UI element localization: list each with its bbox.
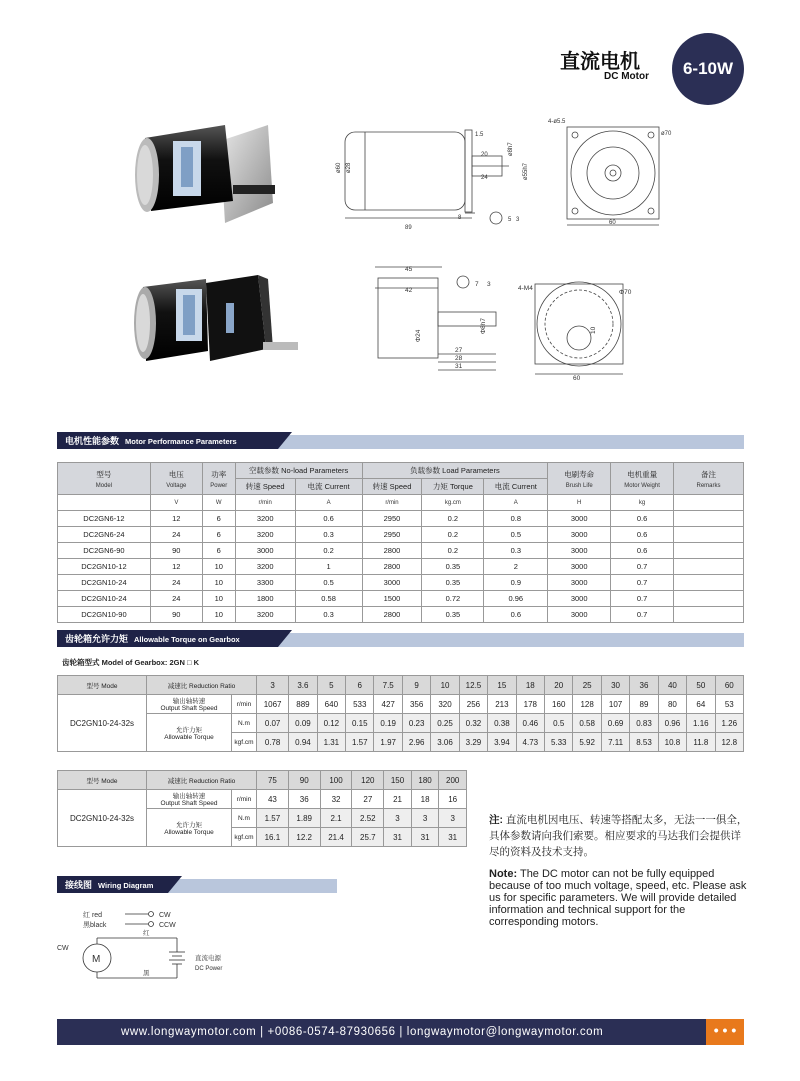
footer-contact: www.longwaymotor.com | +0086-0574-87930656 | longwaymotor@longwaymotor.com <box>121 1026 604 1038</box>
section-title-en: Motor Performance Parameters <box>125 437 237 446</box>
section-title-cn: 接线图 <box>65 880 93 890</box>
table-row: DC2GN10-24 24 10 3300 0.5 3000 0.35 0.9 3000 0.7 <box>58 575 744 591</box>
dc-motor-end-drawing <box>545 115 680 230</box>
svg-text:ø28: ø28 <box>346 162 352 173</box>
svg-text:ø70: ø70 <box>661 131 672 137</box>
svg-text:4-ø5.5: 4-ø5.5 <box>548 119 566 125</box>
svg-text:31: 31 <box>455 363 463 370</box>
table-row: DC2GN6-90 90 6 3000 0.2 2800 0.2 0.3 3000 0.6 <box>58 543 744 559</box>
table-row: DC2GN6-24 24 6 3200 0.3 2950 0.2 0.5 3000 0.6 <box>58 527 744 543</box>
table-row: DC2GN10-90 90 10 3200 0.3 2800 0.35 0.6 3000 0.7 <box>58 607 744 623</box>
svg-text:42: 42 <box>405 287 413 294</box>
svg-text:28: 28 <box>455 355 463 362</box>
header-brush-life: 电刷寿命 Brush Life <box>548 463 611 495</box>
note-english: Note: The DC motor can not be fully equipped because of too much voltage, speed, etc. Please ask us for specific parameters. We will provide detailed information and technical support for the corresponding motors. <box>489 868 747 928</box>
svg-text:Φ8h7: Φ8h7 <box>480 317 487 334</box>
svg-text:CCW: CCW <box>159 922 176 929</box>
header-load: 负载参数 Load Parameters <box>362 463 548 479</box>
svg-text:60: 60 <box>609 220 616 226</box>
gear-key-section-drawing <box>455 272 505 294</box>
svg-text:10: 10 <box>590 326 597 334</box>
svg-text:红 red: 红 red <box>83 912 103 919</box>
svg-text:4-M4: 4-M4 <box>518 285 533 292</box>
svg-text:直流电源: 直流电源 <box>195 955 221 962</box>
footer-dots: • • • <box>706 1019 744 1045</box>
key-section-drawing <box>488 205 528 230</box>
svg-text:DC Power: DC Power <box>195 966 223 972</box>
section-title-en: Wiring Diagram <box>98 881 154 890</box>
header-power: 功率 Power <box>202 463 235 495</box>
svg-text:Φ24: Φ24 <box>415 329 422 342</box>
motor-performance-table: 型号 Model 电压 Voltage 功率 Power 空载参数 No-load Parameters 负载参数 Load Parameters 电刷寿命 Brush Life 电机重量 Motor Weight 备注 Remarks 转速 Speed 电流 Current 转速 Speed 力矩 Torque 电流 Current V W r/min A r/min kg.cm A H kg DC2GN6-12 12 6 3200 0.6 2950 0.2 0.8 3000 0.6 DC2GN6-24 24 6 3200 0.3 2950 0.2 0.5 3000 0.6 DC2GN6-90 90 6 3000 0.2 2800 0.2 0.3 3000 0.6 DC2GN10-12 12 10 3200 1 2800 0.35 2 3000 0.7 DC2GN10-24 24 10 3300 0.5 3000 0.35 0.9 3000 0.7 DC2GN10-24 24 10 1800 0.58 1500 0.72 0.96 3000 0.7 DC2GN10-90 90 10 3200 0.3 2800 0.35 0.6 3000 0.7 <box>57 462 744 623</box>
torque-table-2: 型号 Mode 减速比 Reduction Ratio 75 90 100 120 150 180 200 DC2GN10-24-32s 输出轴转速 Output Shaft Speed r/min 43 36 32 27 21 18 16 允许力矩 Allowable Torque N.m 1.57 1.89 2.1 2.52 3 3 3 kgf.cm 16.1 12.2 21.4 25.7 31 31 31 <box>57 770 467 847</box>
footer-bar <box>57 1019 744 1045</box>
page-title-en: DC Motor <box>604 71 649 82</box>
svg-text:8: 8 <box>458 215 462 221</box>
allowable-torque-section-bar <box>57 630 744 647</box>
svg-text:60: 60 <box>573 375 581 382</box>
svg-text:CW: CW <box>159 912 171 919</box>
svg-text:ø55h7: ø55h7 <box>523 162 529 180</box>
svg-text:3: 3 <box>487 281 491 288</box>
section-title-en: Allowable Torque on Gearbox <box>134 635 240 644</box>
header-model: 型号 Model <box>58 463 151 495</box>
svg-text:M: M <box>92 954 101 965</box>
torque-table-1: 型号 Mode 减速比 Reduction Ratio 3 3.6 5 6 7.5 9 10 12.5 15 18 20 25 30 36 40 50 60 DC2GN10-24-32s 输出轴转速 Output Shaft Speed r/min 1067 889 640 533 427 356 320 256 213 178 160 128 107 89 80 64 53 允许力矩 Allowable Torque N.m 0.07 0.09 0.12 0.15 0.19 0.23 0.25 0.32 0.38 0.46 0.5 0.58 0.69 0.83 0.96 1.16 1.26 kgf.cm 0.78 0.94 1.31 1.57 1.97 2.96 3.06 3.29 3.94 4.73 5.33 5.92 7.11 8.53 10.8 11.8 12.8 <box>57 675 744 752</box>
header-noload: 空载参数 No-load Parameters <box>235 463 362 479</box>
svg-text:27: 27 <box>455 347 463 354</box>
svg-text:89: 89 <box>405 225 412 231</box>
svg-text:Φ70: Φ70 <box>619 289 632 296</box>
dc-motor-photo <box>125 113 285 233</box>
dc-gear-motor-photo <box>128 265 303 375</box>
wiring-section-bar <box>57 876 337 893</box>
svg-text:黑: 黑 <box>143 970 150 977</box>
svg-text:24: 24 <box>481 175 488 181</box>
section-title-cn: 电机性能参数 <box>65 436 120 446</box>
gear-motor-end-drawing <box>515 270 650 385</box>
svg-text:黑black: 黑black <box>83 922 107 929</box>
svg-text:ø8h7: ø8h7 <box>508 142 514 156</box>
page-title-cn: 直流电机 <box>560 51 640 73</box>
table-row: DC2GN6-12 12 6 3200 0.6 2950 0.2 0.8 3000 0.6 <box>58 511 744 527</box>
section-title-cn: 齿轮箱允许力矩 <box>65 634 129 644</box>
svg-text:CW: CW <box>57 945 69 952</box>
svg-text:ø60: ø60 <box>336 162 342 173</box>
svg-text:20: 20 <box>481 152 488 158</box>
table-row: DC2GN10-24 24 10 1800 0.58 1500 0.72 0.96 3000 0.7 <box>58 591 744 607</box>
svg-text:3: 3 <box>516 217 520 223</box>
table-row: DC2GN10-12 12 10 3200 1 2800 0.35 2 3000 0.7 <box>58 559 744 575</box>
header-remarks: 备注 Remarks <box>674 463 744 495</box>
motor-performance-section-bar <box>57 432 744 449</box>
svg-text:1.5: 1.5 <box>475 132 484 138</box>
wiring-diagram <box>55 900 285 1000</box>
svg-text:红: 红 <box>143 930 150 937</box>
header-voltage: 电压 Voltage <box>150 463 202 495</box>
note-chinese: 注: 直流电机因电压、转速等搭配太多，无法一一俱全，具体参数请向我们索要。相应要求的马达我们会提供详尽的资料及技术支持。 <box>489 814 748 858</box>
power-range-badge: 6-10W <box>672 33 744 105</box>
svg-text:45: 45 <box>405 266 413 273</box>
svg-text:5: 5 <box>508 217 512 223</box>
header-motor-weight: 电机重量 Motor Weight <box>611 463 674 495</box>
svg-text:7: 7 <box>475 281 479 288</box>
gearbox-model: 齿轮箱型式 Model of Gearbox: 2GN □ K <box>62 658 200 667</box>
